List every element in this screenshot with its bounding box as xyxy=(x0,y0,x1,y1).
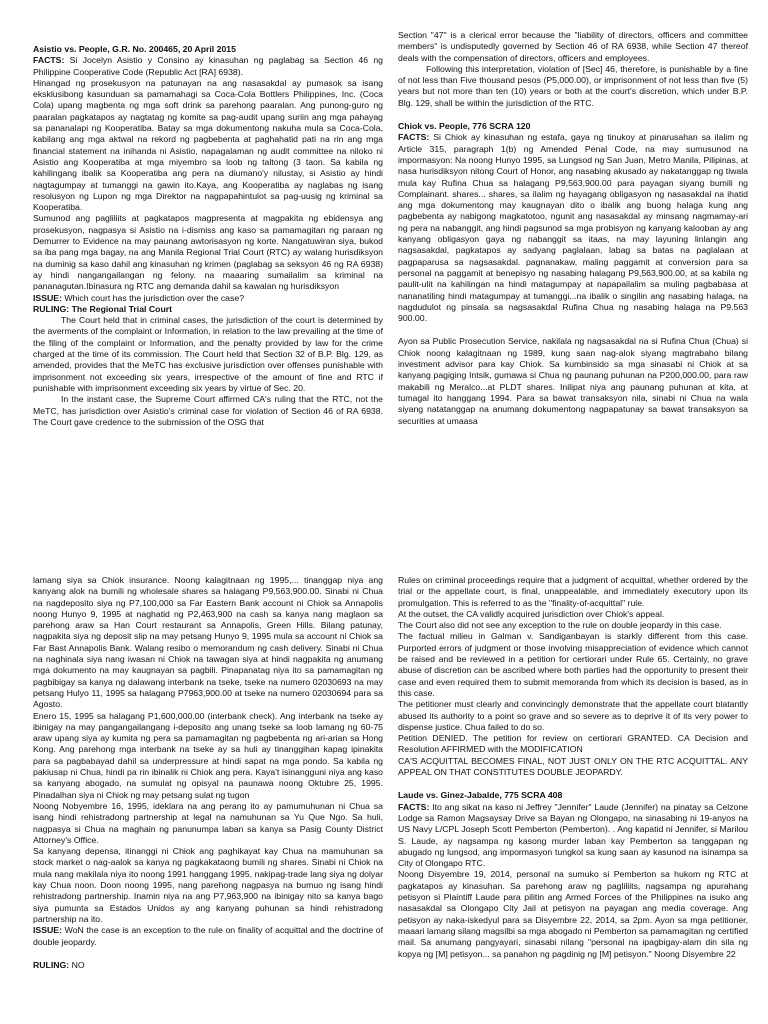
body-paragraph: The Court held that in criminal cases, the jurisdiction of the court is determined by the averments of the complaint or Information, in relation to the law prevailing at the time of the filing of the complaint or Information, and the penalty provided by law for the crime charged at the time of its commission. The Court held that Section 32 of B.P. Blg. 129, as amended, provides that the MeTC has exclusive jurisdiction over offenses punishable with imprisonment not exceeding six years, irrespective of the amount of fine and RTC if punishable with imprisonment exceeding six years by virtue of Sec. 20. xyxy=(33,315,383,393)
body-paragraph: Sumunod ang pagliliits at pagkatapos magpresenta at magpakita ng ebidensya ang prosekusyon, nagpasya si Asistio na i-dismiss ang kaso sa pamamagitan ng paraan ng Demurrer to Evidence na may paunang awtorisasyon ng korte. Nangatuwiran siya, bukod sa iba pang mga bagay, na ang Manila Regional Trial Court (RTC) ay walang hurisdiksyon na duminig sa kaso dahil ang kinasuhan ng krimen (paglabag sa seksyon 46 ng RA 6938) ay hindi nangangailangan ng felony. na maaaring sumailalim sa kriminal na pananagutan.Ibinasura ng RTC ang demanda dahil sa kawalan ng hurisdiksyon xyxy=(33,213,383,292)
facts-paragraph xyxy=(33,55,383,78)
column-4 xyxy=(398,575,748,1024)
ruling-label: RULING: xyxy=(33,959,70,970)
column-2 xyxy=(398,30,748,532)
facts-paragraph xyxy=(398,802,748,870)
body-paragraph: The petitioner must clearly and convincingly demonstrate that the appellate court blatantly abused its authority to a point so grave and so severe as to deprive it of its very power to dispense justice. Chua failed to do so. xyxy=(398,699,748,732)
ruling-paragraph xyxy=(33,960,383,971)
facts-paragraph xyxy=(398,132,748,324)
body-paragraph: CA'S ACQUITTAL BECOMES FINAL, NOT JUST ONLY ON THE RTC ACQUITTAL. ANY APPEAL ON THAT CONSTITUTES DOUBLE JEOPARDY. xyxy=(398,755,748,778)
body-paragraph: Section "47" is a clerical error because the "liability of directors, officers and committee members" is undisputedly governed by Section 46 of RA 6938, while Section 47 thereof deals with the compensation of directors, officers and employees. xyxy=(398,30,748,63)
body-paragraph: Ayon sa Public Prosecution Service, nakilala ng nagsasakdal na si Rufina Chua (Chua) si Chiok noong kalagitnaan ng 1989, kung saan nag-alok siyang magtrabaho bilang investment advisor para kay Chiok. Sa kumbinsido sa mga sinasabi ni Chiok at sa kanyang pagiging Intsik, gumawa si Chua ng paunang puhunan na P200,000.00, para raw makabili ng Meralco...at PLDT shares. Inilipat niya ang paunang puhunan at kita, at tumagal ito hanggang 1994. Para sa bawat transaksyon nila, sinabi ni Chua na wala siyang natatanggap na anumang dokumentong nagpapatunay sa bawat transaksyon sa securities at umaasa xyxy=(398,336,748,426)
issue-label: ISSUE: xyxy=(33,925,62,936)
column-3 xyxy=(33,575,383,1024)
body-paragraph: Noong Nobyembre 16, 1995, ideklara na ang perang ito ay pamumuhunan ni Chua sa isang hindi rehistradong partnership at legal na namuhunan sa Yu Que Ngo. Sa huli, nagpasya si Chua na maghain ng panunumpa laban sa kanya sa Pasig County District Attorney's Office. xyxy=(33,800,383,845)
body-paragraph: At the outset, the CA validly acquired jurisdiction over Chiok's appeal. xyxy=(398,608,665,619)
body-paragraph: lamang siya sa Chiok insurance. Noong kalagitnaan ng 1995,... tinanggap niya ang kanyang alok na bumili ng wholesale shares sa halagang P9,563,900.00. Sinabi ni Chua na nagdeposito siya ng P7,100,000 sa Far Eastern Bank account ni Chiok sa Annapolis noong Hunyo 9, 1995 at naghatid ng P2,463,900 na cash sa kanya nang maglaon sa parehong araw sa Han Court restaurant sa Annapolis, Green Hills. Bilang patunay, nagpakita siya ng deposit slip na may petsang Hunyo 9, 1995 mula sa account ni Chiok sa Far Bast Annapolis Bank. Walang resibo o memorandum ng cash delivery. Sinabi ni Chua na naghinala siya nang iwasan ni Chiok na tawagan siya at hindi nagpakita ng anumang mga dokumento na may kaugnayan sa pagbili. Pinapanatag niya ito sa pamamagitan ng pagbibigay sa kanya ng dalawang interbank na tseke, tseke na numero 02030693 na may petsang Hulyo 11, 1995 sa halagang P7963,900.00 at tseke na numero 02030694 para sa Agosto. xyxy=(33,575,383,710)
ruling-text: The Regional Trial Court xyxy=(71,303,173,314)
facts-text: Si Chiok ay kinasuhan ng estafa, gaya ng tinukoy at pinarusahan sa ilalim ng Article 315, paragraph 1(b) ng Amended Penal Code, na may sumusunod na impormasyon: Na noong Hunyo 1995, sa Lungsod ng San Juan, Metro Manila, Pilipinas, at nasa hurisdiksyon nitong Court of Honor, ang nasabing akusado ay nakatanggap ng tiwala mula kay Rufina Chua sa halagang P9,563,900.00 para payagan siyang bumili ng Complainant. shares... shares, sa ilalim ng hayagang obligasyon ng nasasakdal na ihatid ang mga dokumentong may kaugnayan dito o ibalik ang buong halaga kung ang pagbebenta ay nabigong magkatotoo, ngunit ang nasasakdal ay minsang nagmamay-ari ng pera na nabanggit, ang hindi pagsunod sa mga probisyon ng kanyang kalooban ay ang kanyang obligasyon gaya ng nabanggit sa itaas, na may layuning linlangin ang nagsasakdal, pagkatapos ay sadyang paglalaan, labag sa batas na paglalaan at pagpaparusa sa nagsasakdal. pagnanakaw, maling paggamit at conversion para sa personal na paggamit at benepisyo ng nasabing halagang P9,563,900.00, at sa kabila ng paulit-ulit na kahilingan na hindi matagumpay at napapailalim sa muling pagbabasa at nananatiling hindi matagumpay at tumanggi...na ibalik o singilin ang nasabing halaga, na nagdudulot ng pinsala sa nagsasakdal Rufina Chua ng nasabing halaga na P9.563 900.00. xyxy=(398,132,748,324)
column-1 xyxy=(33,44,383,530)
facts-label: FACTS: xyxy=(398,132,430,143)
body-paragraph: The Court also did not see any exception to the rule on double jeopardy in this case. xyxy=(398,620,722,631)
issue-paragraph xyxy=(33,925,383,948)
facts-label: FACTS: xyxy=(398,801,430,812)
body-paragraph: Sa kanyang depensa, itinanggi ni Chiok ang paghikayat kay Chua na mamuhunan sa stock market o nag-aalok sa kanya ng pagkakataong bumili ng shares. Sinabi ni Chiok na mula nang makilala niya ito noong 1991 hanggang 1995, nakipag-trade lang siya ng dolyar kay Chua noon. Doon noong 1995, nang parehong nagpasya na bumuo ng isang hindi rehistradong partnership. Inamin niya na ang P7,963,900 na ibinigay nito sa kanya bago siya pumunta sa Estados Unidos ay ang kanyang puhunan sa hindi rehistradong partnership na ito. xyxy=(33,846,383,924)
body-paragraph: The factual milieu in Galman v. Sandiganbayan is starkly different from this case. Purported errors of judgment or those involving misappreciation of evidence which cannot be raised and be reviewed in a petition for certiorari under Rule 65. Certainly, no grave abuse of discretion can be ascribed where both parties had the opportunity to present their case and even required them to submit memoranda from which its decision is based, as in this case. xyxy=(398,631,748,698)
facts-text: Si Jocelyn Asistio y Consino ay kinasuhan ng paglabag sa Section 46 ng Philippine Cooperative Code (Republic Act [RA] 6938). xyxy=(33,55,383,77)
case-title-chiok: Chiok vs. People, 776 SCRA 120 xyxy=(398,121,531,132)
issue-text: Which court has the jurisdiction over the case? xyxy=(64,292,245,303)
facts-text: Ito ang sikat na kaso ni Jeffrey "Jennifer" Laude (Jennifer) na pinatay sa Celzone Lodge sa Ramon Magsaysay Drive sa Bayan ng Olongapo, na sinasabing ni 19-anyos na US Navy L/CPL Joseph Scott Pemberton (Pemberton). . Ang kapatid ni Jennifer, si Marilou S. Laude, ay nagsampa ng kasong murder laban kay Pemberton sa tanggapan ng abugado ng lungsod, ang impormasyon tungkol sa kung saan ay kasunod na isinampa sa City of Olongapo RTC. xyxy=(398,801,748,869)
body-paragraph: Petition DENIED. The petition for review on certiorari GRANTED. CA Decision and Resolution AFFIRMED with the MODIFICATION xyxy=(398,733,748,755)
ruling-paragraph xyxy=(33,304,383,315)
body-paragraph: Rules on criminal proceedings require that a judgment of acquittal, whether ordered by the trial or the appellate court, is final, unappealable, and immediately executory upon its promulgation. This is referred to as the "finality-of-acquittal" rule. xyxy=(398,575,748,608)
body-paragraph: In the instant case, the Supreme Court affirmed CA's ruling that the RTC, not the MeTC, has jurisdiction over Asistio's criminal case for violation of Section 46 of RA 6938. The Court gave credence to the submission of the OSG that xyxy=(33,394,383,427)
body-paragraph: Noong Disyembre 19, 2014, personal na sumuko si Pemberton sa hukom ng RTC at pagkatapos ay kinasuhan. Sa parehong araw ng pagliliits, nagsampa ng apurahang petisyon si Plaintiff Laude para pilitin ang Armed Forces of the Philippines na isuko ang nasasakdal sa Olongapo City Jail at petisyon na payagan ang media coverage. Ang petisyon ay naka-iskedyul para sa Disyembre 22, 2014, sa 2pm. Ayon sa mga petitioner, maaari lamang silang magsilbi sa mga abogado ni Pemberton sa pamamagitan ng certified mail. Sa anumang pangyayari, sinasabi nilang "personal na ipagbigay-alam din sila ng kopya ng [M] petisyon... sa panahon ng pagdinig ng [M] petisyon." Noong Disyembre 22 xyxy=(398,869,748,959)
issue-label: ISSUE: xyxy=(33,292,62,303)
ruling-label: RULING: xyxy=(33,303,70,314)
facts-label: FACTS: xyxy=(33,55,65,66)
case-title-laude: Laude vs. Ginez-Jabalde, 775 SCRA 408 xyxy=(398,790,563,801)
body-paragraph: Hinangad ng prosekusyon na patunayan na ang nasasakdal ay pumasok sa isang eksklusibong kasunduan sa pamamahagi sa Coca-Cola Bottlers Philippines, Inc. (Coca Cola) upang magbenta ng mga soft drink sa parehong paaralan. Ang punong-guro ng paaralan pagkatapos ay nagtatag ng komite sa pag-audit upang suriin ang mga pahayag sa pananalapi ng Kooperatiba. Batay sa mga dokumentong nakuha mula sa Coca-Cola, kabilang ang mga aktwal na rekord ng pagbebenta at paghahatid pati na rin ang mga financial statement na inihanda ni Asistio, napagalaman ng audit committee na niloko ni Asistio ang Kooperatiba at mga miyembro sa loob ng taltong (3 taon. Sa kabila ng kahilingang ibalik sa Kooperatiba ang pera na diumano'y nilustay, si Asistio ay hindi nagtagumpay at tumanggi na gawin ito.Kaya, ang Kooperatiba ay naglabas ng isang resolusyon ng Lupon ng mga Direktor na nagpapahintulot sa pag-uusig ng kriminal sa Kooperatiba. xyxy=(33,77,383,213)
issue-paragraph xyxy=(33,293,383,304)
body-paragraph: Enero 15, 1995 sa halagang P1,600,000.00 (interbank check). Ang interbank na tseke ay ibinigay na may pangangailangang i-deposito ang unang tseke sa loob lamang ng 60-75 araw upang siya ay kumita ng pera sa pamamagitan ng pagbebenta ng ari-arian sa Hong Kong. Ang parehong mga interbank na tseke ay sa huli ay tinanggihan kapag ipinakita para sa pagbabayad dahil sa underpressure at hindi sapat na mga pondo. Sa kabila ng pakiusap ni Chua, hindi pa rin ibinalik ni Chiok ang pera. Kaya't isinangguni niya ang kaso sa kanyang abogado, na sumulat ng opisyal na paunawa noong Oktubre 25, 1995. Pinadalhan siya ni Chiok ng may petsang sulat ng tugon xyxy=(33,710,383,800)
case-title-asistio: Asistio vs. People, G.R. No. 200465, 20 April 2015 xyxy=(33,44,236,54)
issue-text: WoN the case is an exception to the rule on finality of acquittal and the doctrine of double jeopardy. xyxy=(33,925,383,947)
body-paragraph: Following this interpretation, violation of [Sec] 46, therefore, is punishable by a fine of not less than Five thousand pesos (P5,000.00), or imprisonment of not less than five (5) years but not more than ten (10) years or both at the court's discretion, which under B.P. Blg. 129, shall be within the jurisdiction of the RTC. xyxy=(398,63,748,108)
ruling-text: NO xyxy=(71,959,85,970)
